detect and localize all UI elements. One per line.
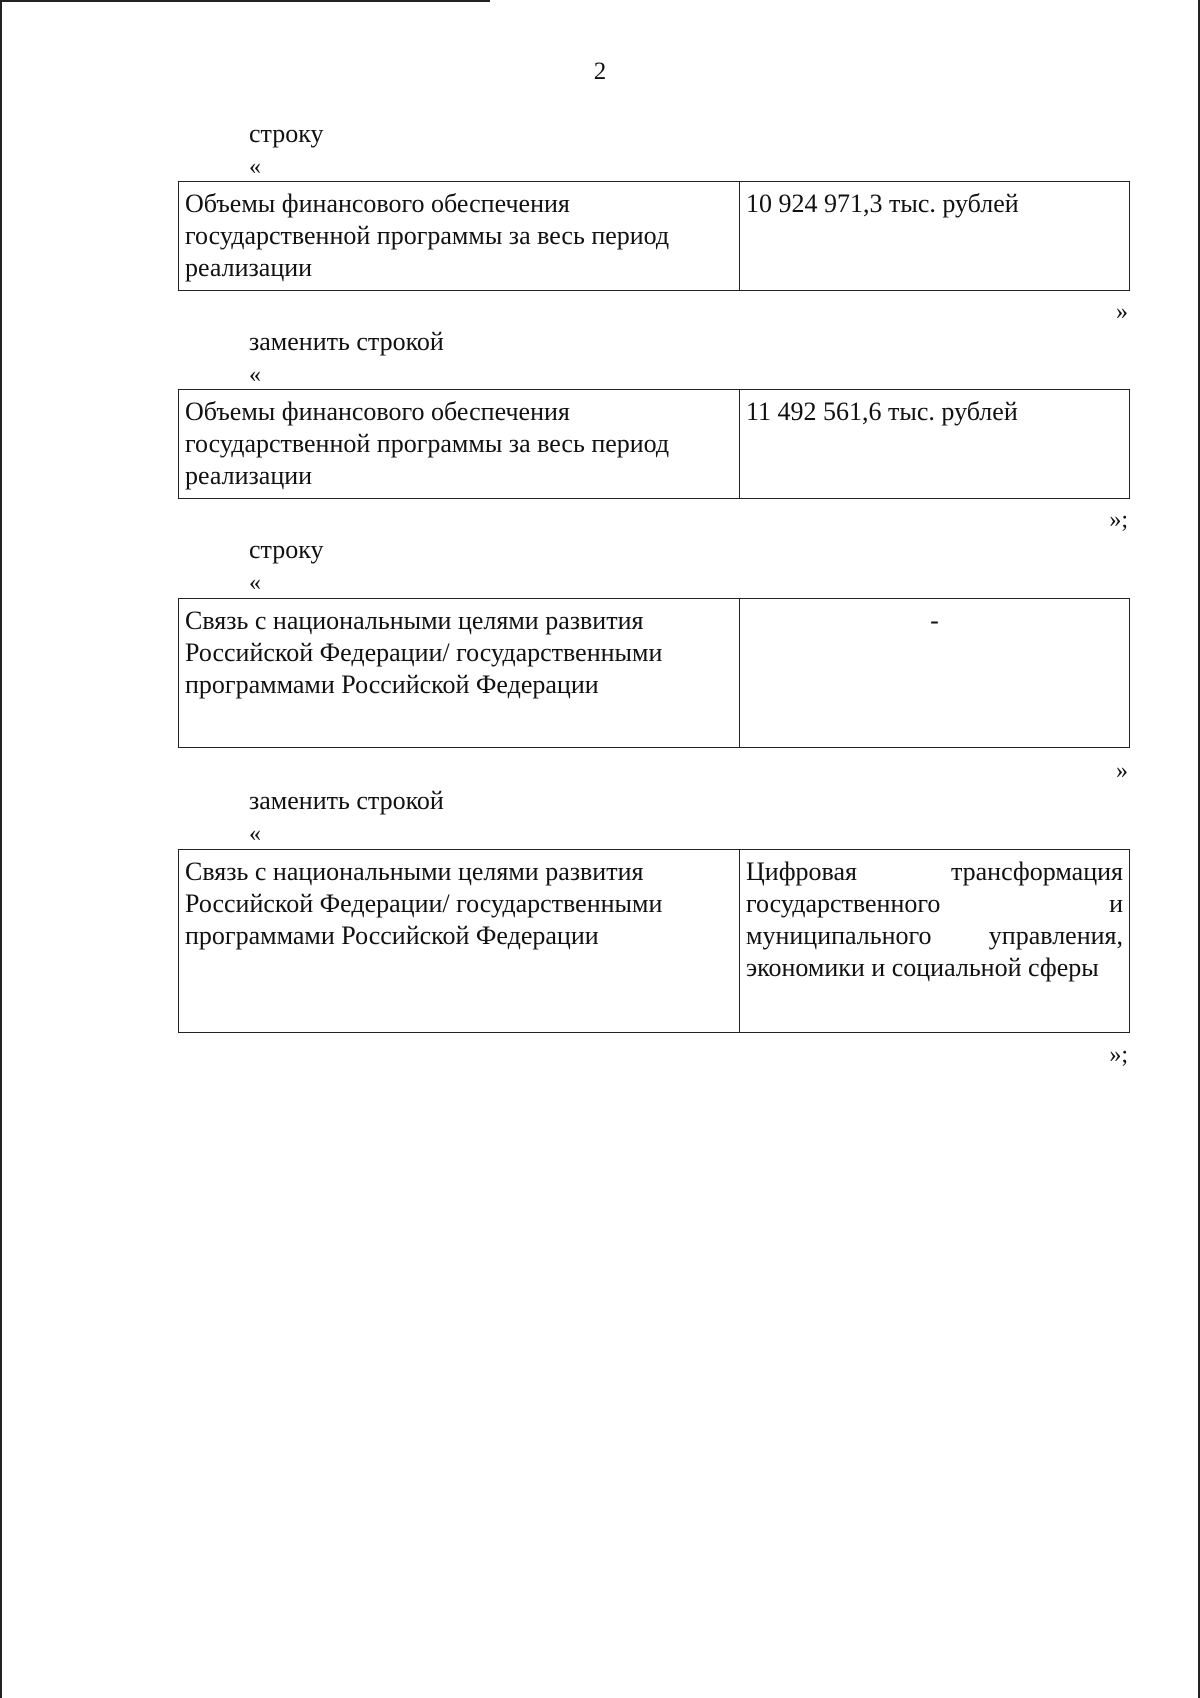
replacement-table [178,849,1130,1033]
close-quote: »; [1109,1042,1128,1068]
row-value-cell: Цифровая трансформация государственного и муниципального управления, экономики и социальной сферы [740,850,1130,1033]
instruction-label: заменить строкой [249,327,444,356]
row-label-cell: Объемы финансового обеспечения государственной программы за весь период реализации [179,182,740,291]
row-value-cell: 11 492 561,6 тыс. рублей [740,390,1130,499]
open-quote: « [249,362,261,388]
close-quote: » [1116,299,1128,325]
row-value-cell: 10 924 971,3 тыс. рублей [740,182,1130,291]
close-quote: »; [1109,507,1128,533]
close-quote: » [1116,758,1128,784]
page-border-top [0,0,490,2]
replacement-table [178,181,1130,291]
replacement-table [178,389,1130,499]
instruction-label: строку [249,535,324,564]
row-value-cell: - [740,599,1130,748]
open-quote: « [249,154,261,180]
instruction-label: заменить строкой [249,786,444,815]
instruction-label: строку [249,119,324,148]
table-row [179,182,1130,291]
open-quote: « [249,570,261,596]
table-row [179,850,1130,1033]
open-quote: « [249,821,261,847]
table-row [179,390,1130,499]
row-label-cell: Связь с национальными целями развития Российской Федерации/ государственными программами Российской Федерации [179,850,740,1033]
row-label-cell: Связь с национальными целями развития Российской Федерации/ государственными программами Российской Федерации [179,599,740,748]
row-label-cell: Объемы финансового обеспечения государственной программы за весь период реализации [179,390,740,499]
page-border-left [0,0,2,1698]
replacement-table [178,598,1130,748]
page-number: 2 [593,58,607,85]
table-row [179,599,1130,748]
